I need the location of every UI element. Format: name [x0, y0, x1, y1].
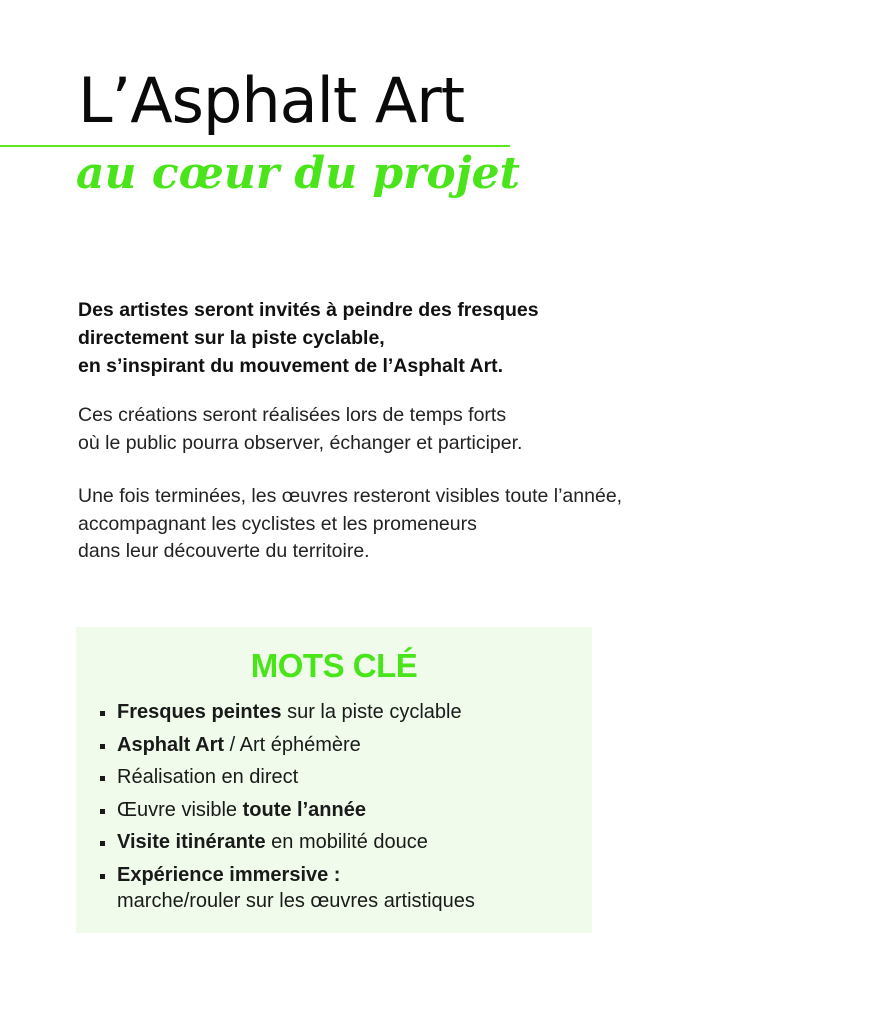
- keyword-bold: Fresques peintes: [117, 701, 282, 723]
- keywords-title: MOTS CLÉ: [250, 647, 418, 684]
- intro-line: Des artistes seront invités à peindre des fresques: [78, 299, 539, 321]
- keyword-item: [100, 829, 475, 855]
- keyword-item: [100, 797, 475, 823]
- paragraph-line: Ces créations seront réalisées lors de temps forts: [78, 404, 507, 426]
- keyword-item: [100, 764, 475, 790]
- body-paragraph-events: [78, 402, 798, 457]
- keyword-bold: toute l’année: [242, 798, 366, 821]
- keyword-text: Réalisation en direct: [117, 766, 299, 788]
- keyword-item: [100, 732, 475, 758]
- paragraph-line: accompagnant les cyclistes et les promeneurs: [78, 512, 477, 535]
- intro-line: en s’inspirant du mouvement de l’Asphalt Art.: [78, 355, 504, 377]
- keyword-bold: Expérience immersive :: [117, 863, 341, 886]
- title-underline: [0, 145, 510, 147]
- keyword-text: Œuvre visible: [117, 798, 243, 821]
- page-subtitle: au cœur du projet: [76, 148, 520, 199]
- page-title: L’Asphalt Art: [78, 64, 465, 137]
- keywords-panel: [76, 627, 592, 933]
- intro-line: directement sur la piste cyclable,: [78, 327, 385, 349]
- keyword-text: en mobilité douce: [265, 831, 428, 853]
- keyword-item: [100, 699, 475, 725]
- body-paragraph-visibility: [78, 483, 798, 566]
- keywords-list: [100, 699, 475, 920]
- keyword-item: [100, 862, 475, 914]
- keyword-text: marche/rouler sur les œuvres artistiques: [117, 889, 475, 912]
- keyword-text: sur la piste cyclable: [281, 701, 462, 723]
- paragraph-line: où le public pourra observer, échanger et participer.: [78, 431, 523, 454]
- keyword-bold: Asphalt Art: [117, 733, 225, 756]
- paragraph-line: Une fois terminées, les œuvres resteront visibles toute l’année,: [78, 485, 623, 507]
- keyword-text: / Art éphémère: [224, 733, 361, 756]
- paragraph-line: dans leur découverte du territoire.: [78, 540, 370, 562]
- keyword-bold: Visite itinérante: [117, 831, 266, 853]
- intro-paragraph: [78, 296, 778, 380]
